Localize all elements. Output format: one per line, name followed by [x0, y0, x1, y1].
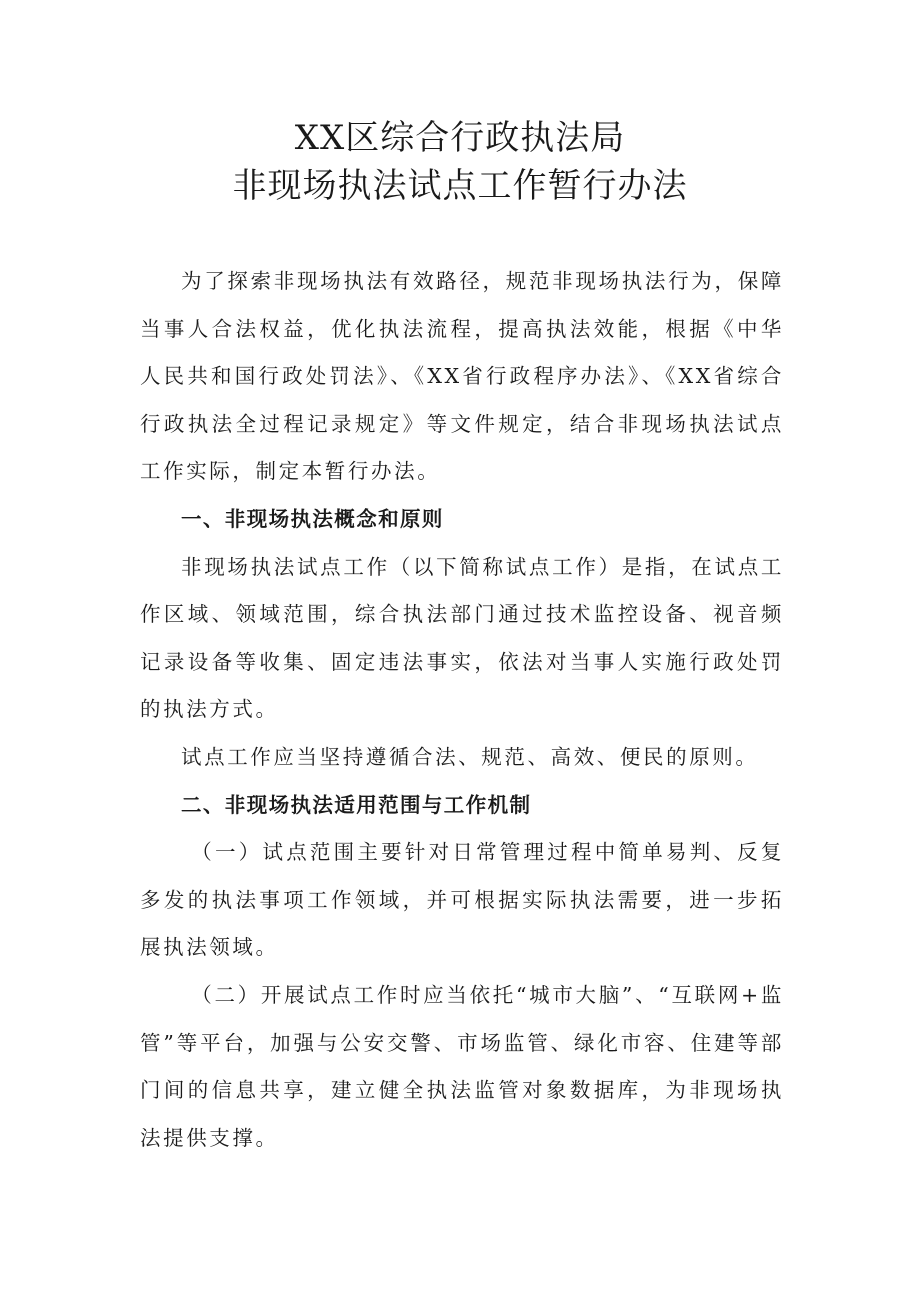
document-title-line-1: XX区综合行政执法局 [294, 118, 626, 158]
item-1-paragraph: （一）试点范围主要针对日常管理过程中简单易判、反复多发的执法事项工作领域，并可根据实际执法需要，进一步拓展执法领域。 [140, 840, 784, 960]
principle-paragraph: 试点工作应当坚持遵循合法、规范、高效、便民的原则。 [181, 744, 759, 769]
document-body [140, 258, 784, 1162]
section-heading-1: 一、非现场执法概念和原则 [181, 506, 444, 531]
section-heading-2: 二、非现场执法适用范围与工作机制 [181, 792, 532, 817]
document-title-line-2: 非现场执法试点工作暂行办法 [232, 166, 688, 206]
intro-paragraph: 为了探索非现场执法有效路径，规范非现场执法行为，保障当事人合法权益，优化执法流程，提高执法效能，根据《中华人民共和国行政处罚法》、《XX省行政程序办法》、《XX省综合行政执法全过程记录规定》等文件规定，结合非现场执法试点工作实际，制定本暂行办法。 [140, 269, 784, 484]
definition-paragraph: 非现场执法试点工作（以下简称试点工作）是指，在试点工作区域、领域范围，综合执法部门通过技术监控设备、视音频记录设备等收集、固定违法事实，依法对当事人实施行政处罚的执法方式。 [140, 554, 784, 722]
item-2-paragraph: （二）开展试点工作时应当依托“城市大脑”、“互联网+监管”等平台，加强与公安交警、市场监管、绿化市容、住建等部门间的信息共享，建立健全执法监管对象数据库，为非现场执法提供支撑。 [140, 982, 784, 1150]
